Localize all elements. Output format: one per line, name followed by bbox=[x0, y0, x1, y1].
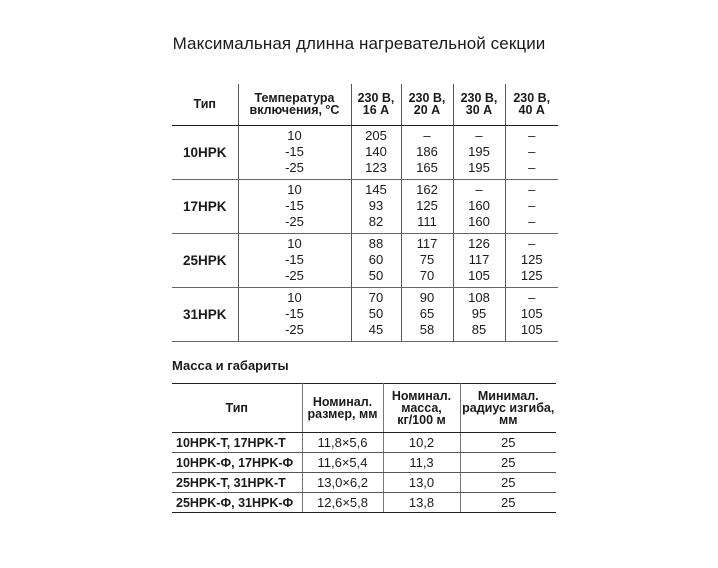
value: 85 bbox=[471, 322, 487, 338]
value: – bbox=[528, 289, 536, 305]
value: -15 bbox=[285, 143, 304, 159]
value: 160 bbox=[468, 197, 490, 213]
value: -25 bbox=[285, 268, 304, 284]
cable-type: 25HPK bbox=[172, 233, 238, 287]
value: 195 bbox=[468, 143, 490, 159]
value: – bbox=[528, 160, 536, 176]
value-cell: 13,8 bbox=[383, 493, 460, 513]
value-cell bbox=[238, 125, 351, 179]
cable-type: 10HPK-T, 17HPK-T bbox=[172, 433, 302, 453]
cable-type: 25HPK-T, 31HPK-T bbox=[172, 473, 302, 493]
table-row bbox=[172, 473, 556, 493]
value-cell: 25 bbox=[460, 453, 556, 473]
header-16a: 230 В, 16 А bbox=[351, 84, 401, 125]
cable-type: 25HPK-Ф, 31HPK-Ф bbox=[172, 493, 302, 513]
value: 10 bbox=[287, 127, 302, 143]
table-row bbox=[172, 179, 558, 233]
value-cell bbox=[238, 287, 351, 341]
table-row bbox=[172, 125, 558, 179]
value-cell: 12,6×5,8 bbox=[302, 493, 383, 513]
table-row bbox=[172, 453, 556, 473]
value: 93 bbox=[368, 197, 384, 213]
value: 65 bbox=[419, 305, 435, 321]
header-type: Тип bbox=[172, 84, 238, 125]
value-cell bbox=[351, 287, 401, 341]
table-row bbox=[172, 493, 556, 513]
value: 105 bbox=[520, 305, 543, 321]
value: 162 bbox=[416, 181, 438, 197]
value: 75 bbox=[419, 251, 435, 267]
value-cell bbox=[505, 233, 558, 287]
header-type: Тип bbox=[172, 384, 302, 433]
value: 117 bbox=[468, 251, 490, 267]
value: 82 bbox=[368, 214, 384, 230]
value: 105 bbox=[520, 322, 543, 338]
value: 58 bbox=[419, 322, 435, 338]
value: – bbox=[475, 127, 483, 143]
value: 125 bbox=[416, 197, 438, 213]
value: – bbox=[528, 235, 536, 251]
value: 111 bbox=[417, 214, 437, 230]
value: – bbox=[423, 127, 431, 143]
value: 10 bbox=[287, 181, 302, 197]
value-cell bbox=[238, 179, 351, 233]
value: 126 bbox=[468, 235, 490, 251]
value: 186 bbox=[416, 143, 438, 159]
value-cell: 11,8×5,6 bbox=[302, 433, 383, 453]
value: 60 bbox=[368, 251, 384, 267]
table-row bbox=[172, 287, 558, 341]
value: 145 bbox=[365, 181, 387, 197]
cable-type: 31HPK bbox=[172, 287, 238, 341]
value-cell: 25 bbox=[460, 473, 556, 493]
value: 160 bbox=[468, 214, 490, 230]
value-cell: 13,0 bbox=[383, 473, 460, 493]
value: -25 bbox=[285, 322, 304, 338]
value-cell: 11,3 bbox=[383, 453, 460, 473]
value-cell bbox=[453, 287, 505, 341]
value-cell: 25 bbox=[460, 493, 556, 513]
value: – bbox=[528, 127, 536, 143]
value: 105 bbox=[468, 268, 490, 284]
value-cell bbox=[505, 125, 558, 179]
value: -15 bbox=[285, 251, 304, 267]
value-cell bbox=[351, 233, 401, 287]
value: 117 bbox=[416, 235, 438, 251]
header-size: Номинал. размер, мм bbox=[302, 384, 383, 433]
value: 70 bbox=[368, 289, 384, 305]
value-cell bbox=[401, 125, 453, 179]
value-cell bbox=[351, 179, 401, 233]
value-cell: 11,6×5,4 bbox=[302, 453, 383, 473]
value-cell bbox=[401, 233, 453, 287]
value: 125 bbox=[520, 268, 543, 284]
value: – bbox=[528, 197, 536, 213]
header-temperature: Температура включения, °C bbox=[238, 84, 351, 125]
value: – bbox=[528, 143, 536, 159]
value: 45 bbox=[368, 322, 384, 338]
value: 88 bbox=[368, 235, 384, 251]
value: 10 bbox=[287, 235, 302, 251]
value-cell bbox=[453, 125, 505, 179]
table-header-row bbox=[172, 84, 558, 125]
value: -15 bbox=[285, 197, 304, 213]
value-cell bbox=[453, 233, 505, 287]
cable-type: 10HPK bbox=[172, 125, 238, 179]
page-title: Максимальная длинна нагревательной секции bbox=[172, 34, 546, 53]
value-cell bbox=[401, 179, 453, 233]
value: 50 bbox=[368, 305, 384, 321]
max-length-table bbox=[172, 84, 558, 342]
value: – bbox=[528, 181, 536, 197]
value-cell bbox=[238, 233, 351, 287]
cable-type: 10HPK-Ф, 17HPK-Ф bbox=[172, 453, 302, 473]
header-bend-radius: Минимал. радиус изгиба, мм bbox=[460, 384, 556, 433]
value-cell bbox=[401, 287, 453, 341]
value: 70 bbox=[419, 268, 435, 284]
value: 90 bbox=[419, 289, 435, 305]
value: 123 bbox=[365, 160, 387, 176]
table-header-row bbox=[172, 384, 556, 433]
value: 10 bbox=[287, 289, 302, 305]
value: 140 bbox=[365, 143, 387, 159]
header-30a: 230 В, 30 А bbox=[453, 84, 505, 125]
value: 108 bbox=[468, 289, 490, 305]
value: 165 bbox=[416, 160, 438, 176]
cable-type: 17HPK bbox=[172, 179, 238, 233]
value: 195 bbox=[468, 160, 490, 176]
value-cell bbox=[505, 287, 558, 341]
header-mass: Номинал. масса, кг/100 м bbox=[383, 384, 460, 433]
value-cell: 13,0×6,2 bbox=[302, 473, 383, 493]
value-cell: 10,2 bbox=[383, 433, 460, 453]
header-20a: 230 В, 20 А bbox=[401, 84, 453, 125]
value: 95 bbox=[471, 305, 487, 321]
value: -25 bbox=[285, 160, 304, 176]
value: -15 bbox=[285, 305, 304, 321]
value: – bbox=[528, 214, 536, 230]
value: 205 bbox=[365, 127, 387, 143]
section-subtitle: Масса и габариты bbox=[172, 358, 289, 373]
value-cell bbox=[453, 179, 505, 233]
value: -25 bbox=[285, 214, 304, 230]
value: – bbox=[475, 181, 483, 197]
value-cell bbox=[351, 125, 401, 179]
value: 125 bbox=[520, 251, 543, 267]
value-cell bbox=[505, 179, 558, 233]
dimensions-table bbox=[172, 383, 556, 513]
table-row bbox=[172, 233, 558, 287]
header-40a: 230 В, 40 А bbox=[505, 84, 558, 125]
table-row bbox=[172, 433, 556, 453]
value-cell: 25 bbox=[460, 433, 556, 453]
value: 50 bbox=[368, 268, 384, 284]
